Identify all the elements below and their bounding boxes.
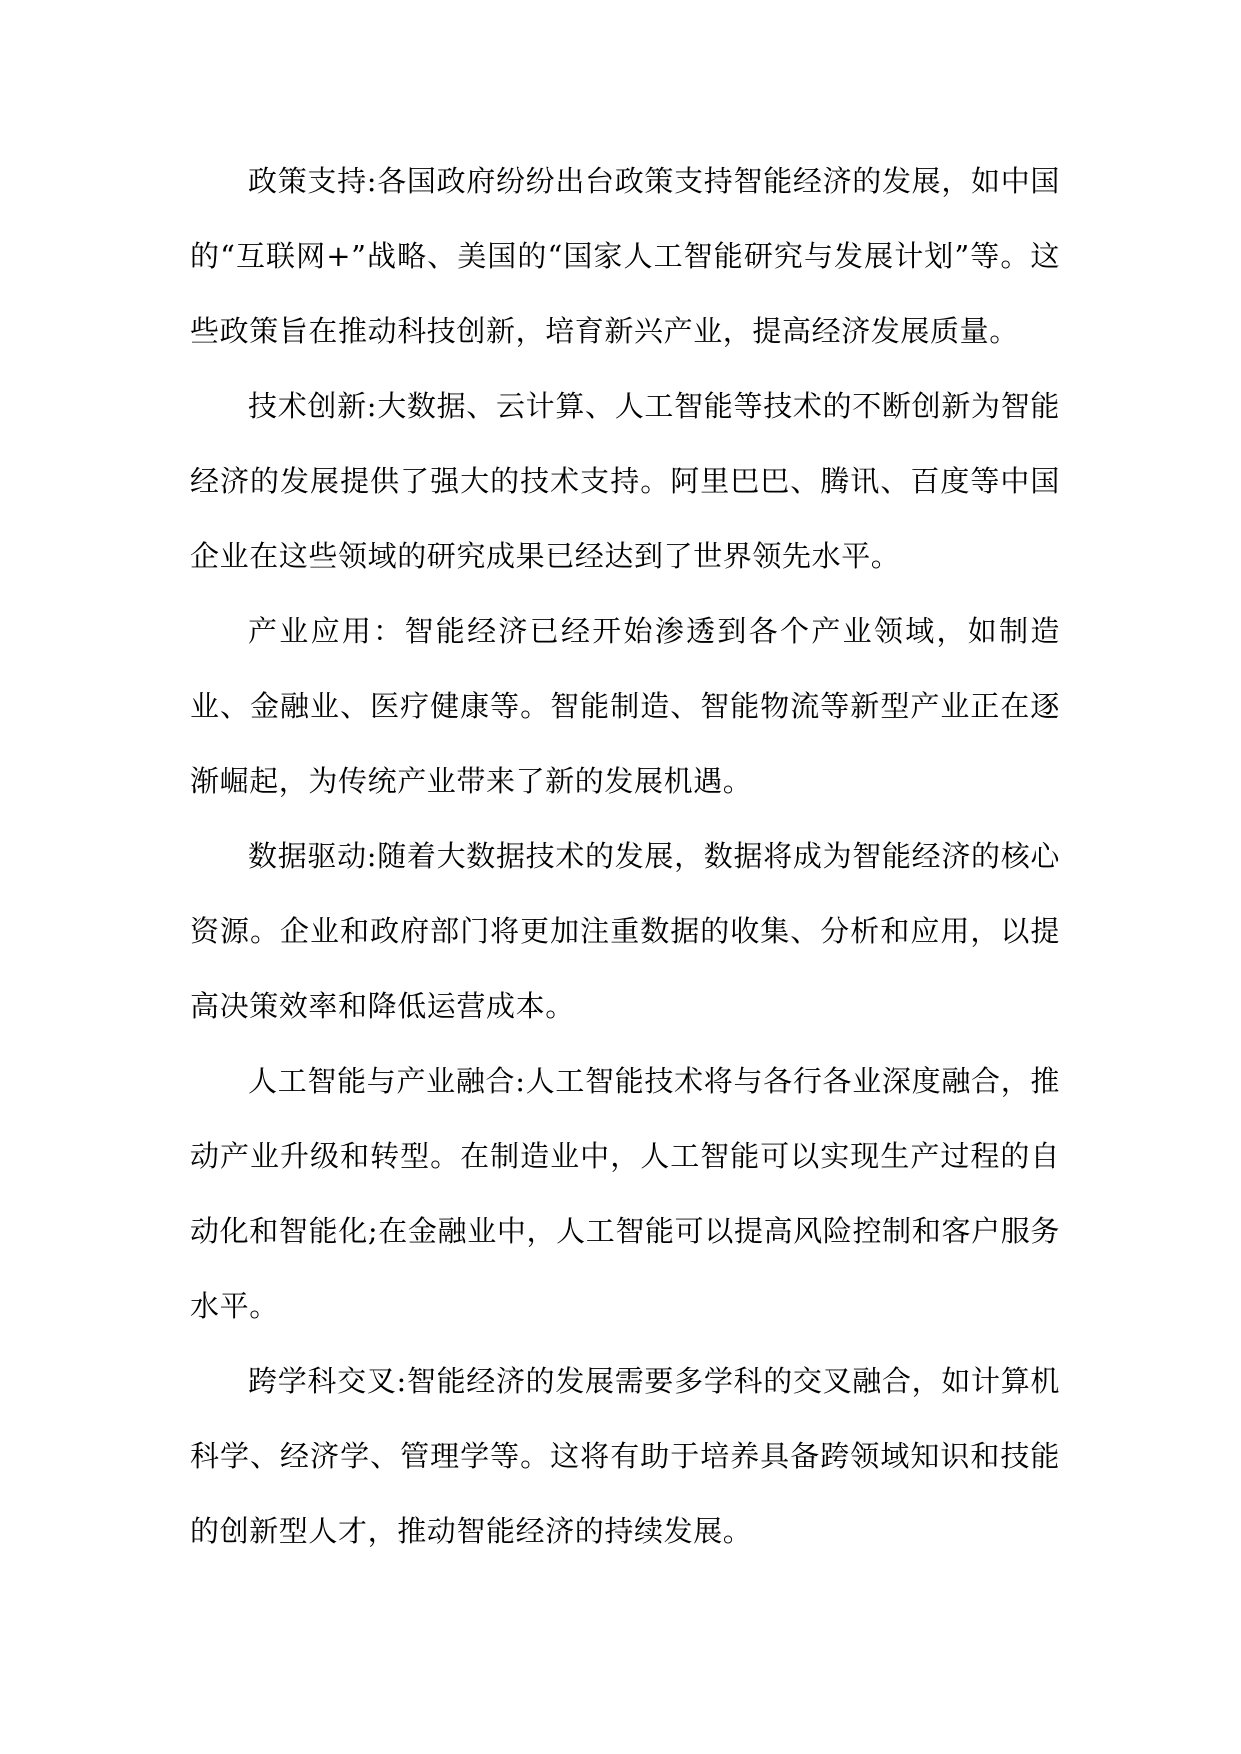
paragraph-text: 各国政府纷纷出台政策支持智能经济的发展，如中国的“互联网+”战略、美国的“国家人工智能研究与发展计划”等。这些政策旨在推动科技创新，培育新兴产业，提高经济发展质量。 (190, 164, 1060, 348)
document-body (190, 144, 1060, 1569)
paragraph-data-driven (190, 819, 1060, 1044)
paragraph-heading: 跨学科交叉: (248, 1364, 407, 1398)
paragraph-text: 智能经济的发展需要多学科的交叉融合，如计算机科学、经济学、管理学等。这将有助于培养具备跨领域知识和技能的创新型人才，推动智能经济的持续发展。 (190, 1364, 1061, 1548)
paragraph-heading: 政策支持: (248, 164, 378, 198)
paragraph-industry-application (190, 594, 1060, 819)
paragraph-heading: 产业应用： (248, 614, 405, 648)
paragraph-heading: 人工智能与产业融合: (248, 1064, 526, 1098)
paragraph-text: 随着大数据技术的发展，数据将成为智能经济的核心资源。企业和政府部门将更加注重数据的收集、分析和应用，以提高决策效率和降低运营成本。 (190, 839, 1060, 1023)
paragraph-policy-support (190, 144, 1060, 369)
paragraph-text: 大数据、云计算、人工智能等技术的不断创新为智能经济的发展提供了强大的技术支持。阿里巴巴、腾讯、百度等中国企业在这些领域的研究成果已经达到了世界领先水平。 (190, 389, 1060, 573)
paragraph-text: 人工智能技术将与各行各业深度融合，推动产业升级和转型。在制造业中，人工智能可以实现生产过程的自动化和智能化;在金融业中，人工智能可以提高风险控制和客户服务水平。 (190, 1064, 1060, 1323)
paragraph-heading: 技术创新: (248, 389, 378, 423)
paragraph-text: 智能经济已经开始渗透到各个产业领域，如制造业、金融业、医疗健康等。智能制造、智能物流等新型产业正在逐渐崛起，为传统产业带来了新的发展机遇。 (190, 614, 1060, 798)
paragraph-heading: 数据驱动: (248, 839, 378, 873)
paragraph-technology-innovation (190, 369, 1060, 594)
paragraph-ai-industry-integration (190, 1044, 1060, 1344)
paragraph-interdisciplinary (190, 1344, 1060, 1569)
